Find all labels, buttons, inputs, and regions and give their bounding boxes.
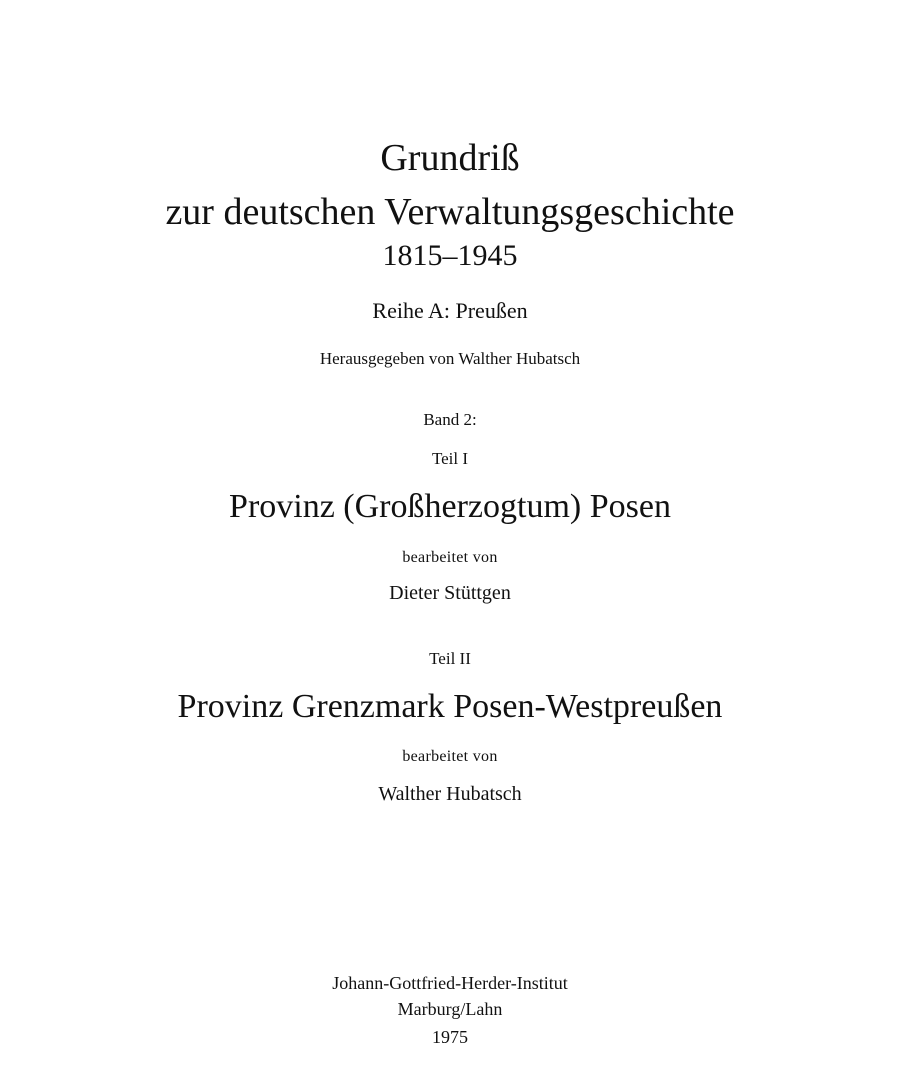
part-2-edited-by: bearbeitet von <box>402 748 498 765</box>
part-2-title: Provinz Grenzmark Posen-Westpreußen <box>177 688 723 725</box>
publisher-place: Marburg/Lahn <box>397 999 503 1019</box>
series-name: Reihe A: Preußen <box>372 298 528 323</box>
part-1-label: Teil I <box>431 449 469 468</box>
volume-label: Band 2: <box>423 410 477 429</box>
editor-line: Herausgegeben von Walther Hubatsch <box>319 349 581 368</box>
part-1-author: Dieter Stüttgen <box>389 582 511 604</box>
publication-year: 1975 <box>432 1027 468 1047</box>
publisher-institute: Johann-Gottfried-Herder-Institut <box>332 973 568 993</box>
part-1-edited-by: bearbeitet von <box>402 549 498 566</box>
book-title-years: 1815–1945 <box>382 239 518 272</box>
book-title-line-1: Grundriß <box>380 137 520 179</box>
part-1-title: Provinz (Großherzogtum) Posen <box>229 488 671 525</box>
book-title-line-2: zur deutschen Verwaltungsgeschichte <box>165 191 735 233</box>
part-2-author: Walther Hubatsch <box>378 783 522 805</box>
part-2-label: Teil II <box>429 649 471 668</box>
